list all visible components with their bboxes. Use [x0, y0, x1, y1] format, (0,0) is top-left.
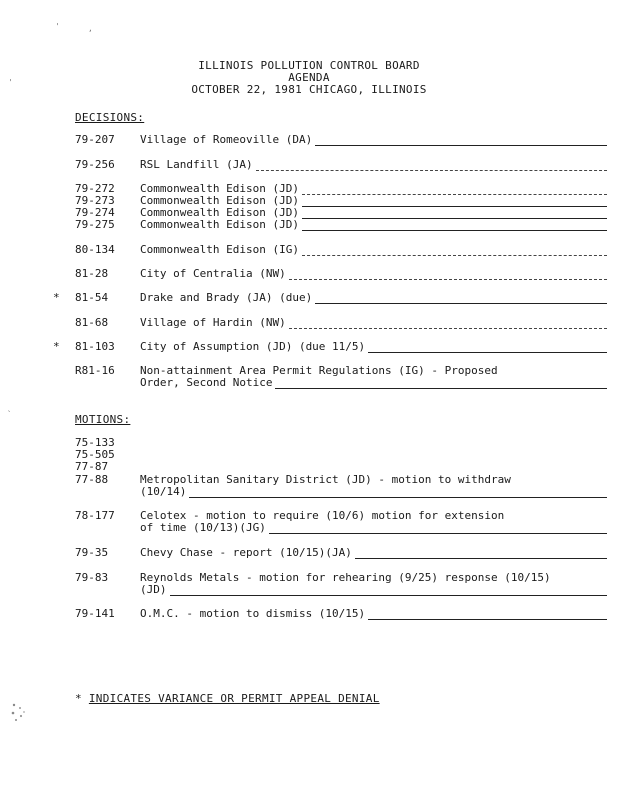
star-marker: *	[53, 291, 60, 304]
case-title: Commonwealth Edison (JD)	[140, 206, 299, 219]
star-marker: *	[75, 692, 82, 705]
scan-speck: '	[8, 78, 13, 87]
case-title: City of Assumption (JD) (due 11/5)	[140, 340, 366, 353]
case-title-continued: (10/14)	[140, 485, 187, 498]
motions-heading: MOTIONS:	[75, 413, 131, 426]
case-title: City of Centralia (NW)	[140, 267, 286, 280]
decision-item	[75, 159, 607, 171]
docket-number: 80-134	[75, 243, 115, 256]
docket-number: 79-272	[75, 182, 115, 195]
case-title-continued: of time (10/13)(JG)	[140, 521, 266, 534]
docket-number: 81-28	[75, 267, 109, 280]
decision-item	[75, 219, 607, 231]
case-title: Drake and Brady (JA) (due)	[140, 291, 313, 304]
decisions-heading: DECISIONS:	[75, 111, 145, 124]
case-title: Metropolitan Sanitary District (JD) - motion to withdraw	[140, 473, 511, 486]
case-title-continued: Order, Second Notice	[140, 376, 273, 389]
case-title: O.M.C. - motion to dismiss (10/15)	[140, 607, 366, 620]
decision-item	[53, 291, 607, 304]
case-title: Reynolds Metals - motion for rehearing (9/25) response (10/15)	[140, 571, 551, 584]
decision-item	[75, 134, 607, 146]
case-title-continued: (JD)	[140, 583, 167, 596]
motion-item	[75, 449, 607, 461]
case-title: Village of Romeoville (DA)	[140, 133, 313, 146]
case-title: Commonwealth Edison (JD)	[140, 194, 299, 207]
docket-number: 77-88	[75, 473, 109, 486]
board-name: ILLINOIS POLLUTION CONTROL BOARD	[198, 59, 420, 72]
legend-text: INDICATES VARIANCE OR PERMIT APPEAL DENIAL	[88, 692, 380, 705]
docket-number: 79-256	[75, 158, 115, 171]
case-title: Commonwealth Edison (IG)	[140, 243, 299, 256]
scan-smudge	[8, 700, 30, 726]
motion-item	[75, 572, 607, 596]
legend-note	[75, 692, 380, 705]
case-title: Commonwealth Edison (JD)	[140, 182, 299, 195]
motion-item	[75, 437, 607, 449]
case-title: Village of Hardin (NW)	[140, 316, 286, 329]
docket-number: 81-68	[75, 316, 109, 329]
docket-number: 75-505	[75, 448, 115, 461]
case-title: Chevy Chase - report (10/15)(JA)	[140, 546, 352, 559]
scan-speck: ,	[88, 24, 93, 33]
case-title: Celotex - motion to require (10/6) motion for extension	[140, 509, 505, 522]
decision-item	[75, 365, 607, 389]
case-title: Non-attainment Area Permit Regulations (IG) - Proposed	[140, 364, 498, 377]
decision-item	[75, 268, 607, 280]
agenda-title: AGENDA	[288, 71, 330, 84]
star-marker: *	[53, 340, 60, 353]
docket-number: 78-177	[75, 509, 115, 522]
motion-item	[75, 474, 607, 498]
docket-number: 79-275	[75, 218, 115, 231]
docket-number: 79-83	[75, 571, 109, 584]
scan-speck: '	[55, 22, 60, 31]
motion-item	[75, 461, 607, 473]
docket-number: 79-274	[75, 206, 115, 219]
docket-number: 79-35	[75, 546, 109, 559]
docket-number: 75-133	[75, 436, 115, 449]
case-title: Commonwealth Edison (JD)	[140, 218, 299, 231]
motion-item	[75, 608, 607, 620]
scan-speck: `	[7, 410, 12, 419]
decision-item	[75, 244, 607, 256]
docket-number: R81-16	[75, 364, 115, 377]
decision-item	[53, 340, 607, 353]
meeting-date-location: OCTOBER 22, 1981 CHICAGO, ILLINOIS	[191, 83, 427, 96]
docket-number: 79-273	[75, 194, 115, 207]
agenda-header	[0, 60, 618, 96]
motion-item	[75, 510, 607, 534]
docket-number: 79-141	[75, 607, 115, 620]
docket-number: 77-87	[75, 460, 109, 473]
docket-number: 79-207	[75, 133, 115, 146]
motion-item	[75, 547, 607, 559]
case-title: RSL Landfill (JA)	[140, 158, 253, 171]
decision-item	[75, 317, 607, 329]
docket-number: 81-103	[75, 340, 115, 353]
docket-number: 81-54	[75, 291, 109, 304]
